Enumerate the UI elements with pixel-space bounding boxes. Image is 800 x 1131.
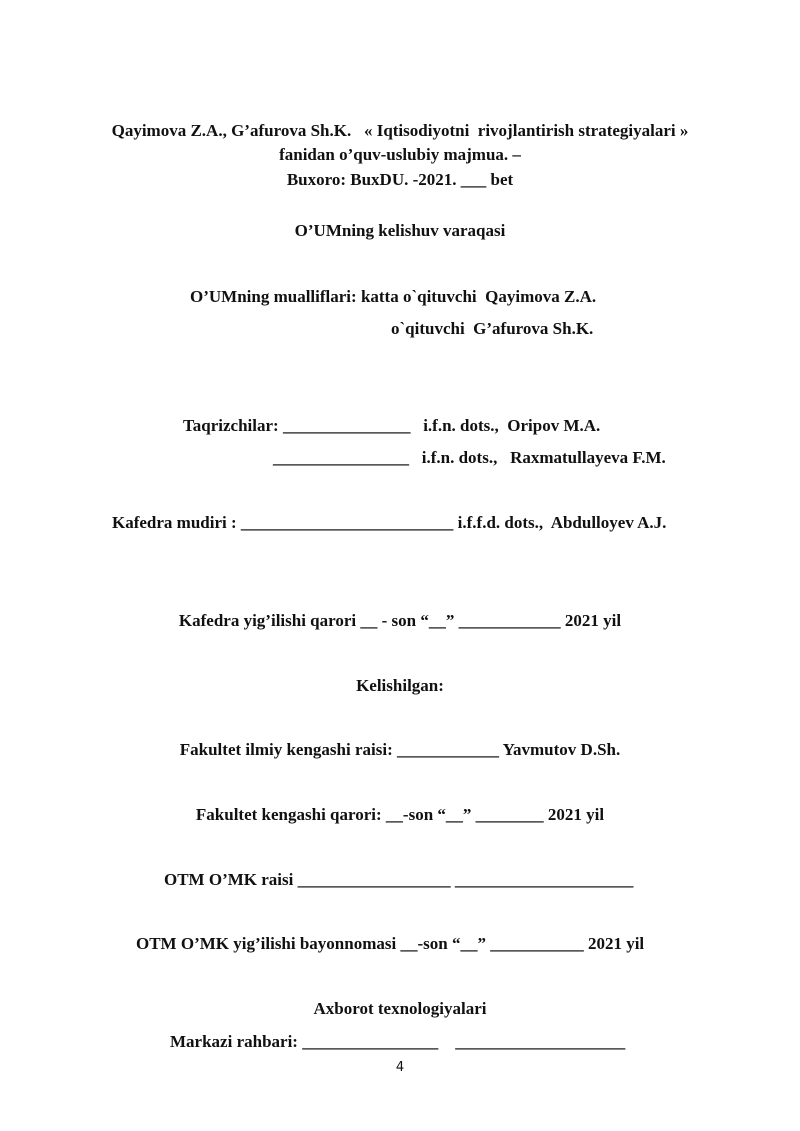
it-center-head-line: Markazi rahbari: ________________ ____________________ [170, 1032, 626, 1051]
reviewers-line-second: ________________ i.f.n. dots., Raxmatullayeva F.M. [273, 448, 666, 467]
header-citation-line: Qayimova Z.A., G’afurova Sh.K. « Iqtisodiyotni rivojlantirish strategiyalari » [111, 121, 689, 140]
it-center-title: Axborot texnologiyalari [313, 999, 487, 1018]
authors-line-second: o`qituvchi G’afurova Sh.K. [391, 319, 594, 338]
faculty-council-chair-line: Fakultet ilmiy kengashi raisi: ____________ Yavmutov D.Sh. [179, 740, 621, 759]
authors-line: O’UMning mualliflari: katta o`qituvchi Qayimova Z.A. [190, 287, 597, 306]
page-number: 4 [395, 1060, 405, 1075]
department-head-line: Kafedra mudiri : _________________________ i.f.f.d. dots., Abdulloyev A.J. [112, 513, 667, 532]
otm-protocol-line: OTM O’MK yig’ilishi bayonnomasi __-son “__” ___________ 2021 yil [136, 934, 645, 953]
reviewers-line: Taqrizchilar: _______________ i.f.n. dots., Oripov M.A. [183, 416, 601, 435]
header-publisher-line: Buxoro: BuxDU. -2021. ___ bet [286, 170, 514, 189]
department-decision-line: Kafedra yig’ilishi qarori __ - son “__” ____________ 2021 yil [178, 611, 622, 630]
agreed-label: Kelishilgan: [356, 676, 444, 695]
faculty-council-decision-line: Fakultet kengashi qarori: __-son “__” ________ 2021 yil [195, 805, 605, 824]
header-subject-line: fanidan o’quv-uslubiy majmua. – [279, 145, 521, 164]
agreement-title: O’UMning kelishuv varaqasi [294, 221, 506, 240]
otm-chair-line: OTM O’MK raisi __________________ _____________________ [164, 870, 634, 889]
